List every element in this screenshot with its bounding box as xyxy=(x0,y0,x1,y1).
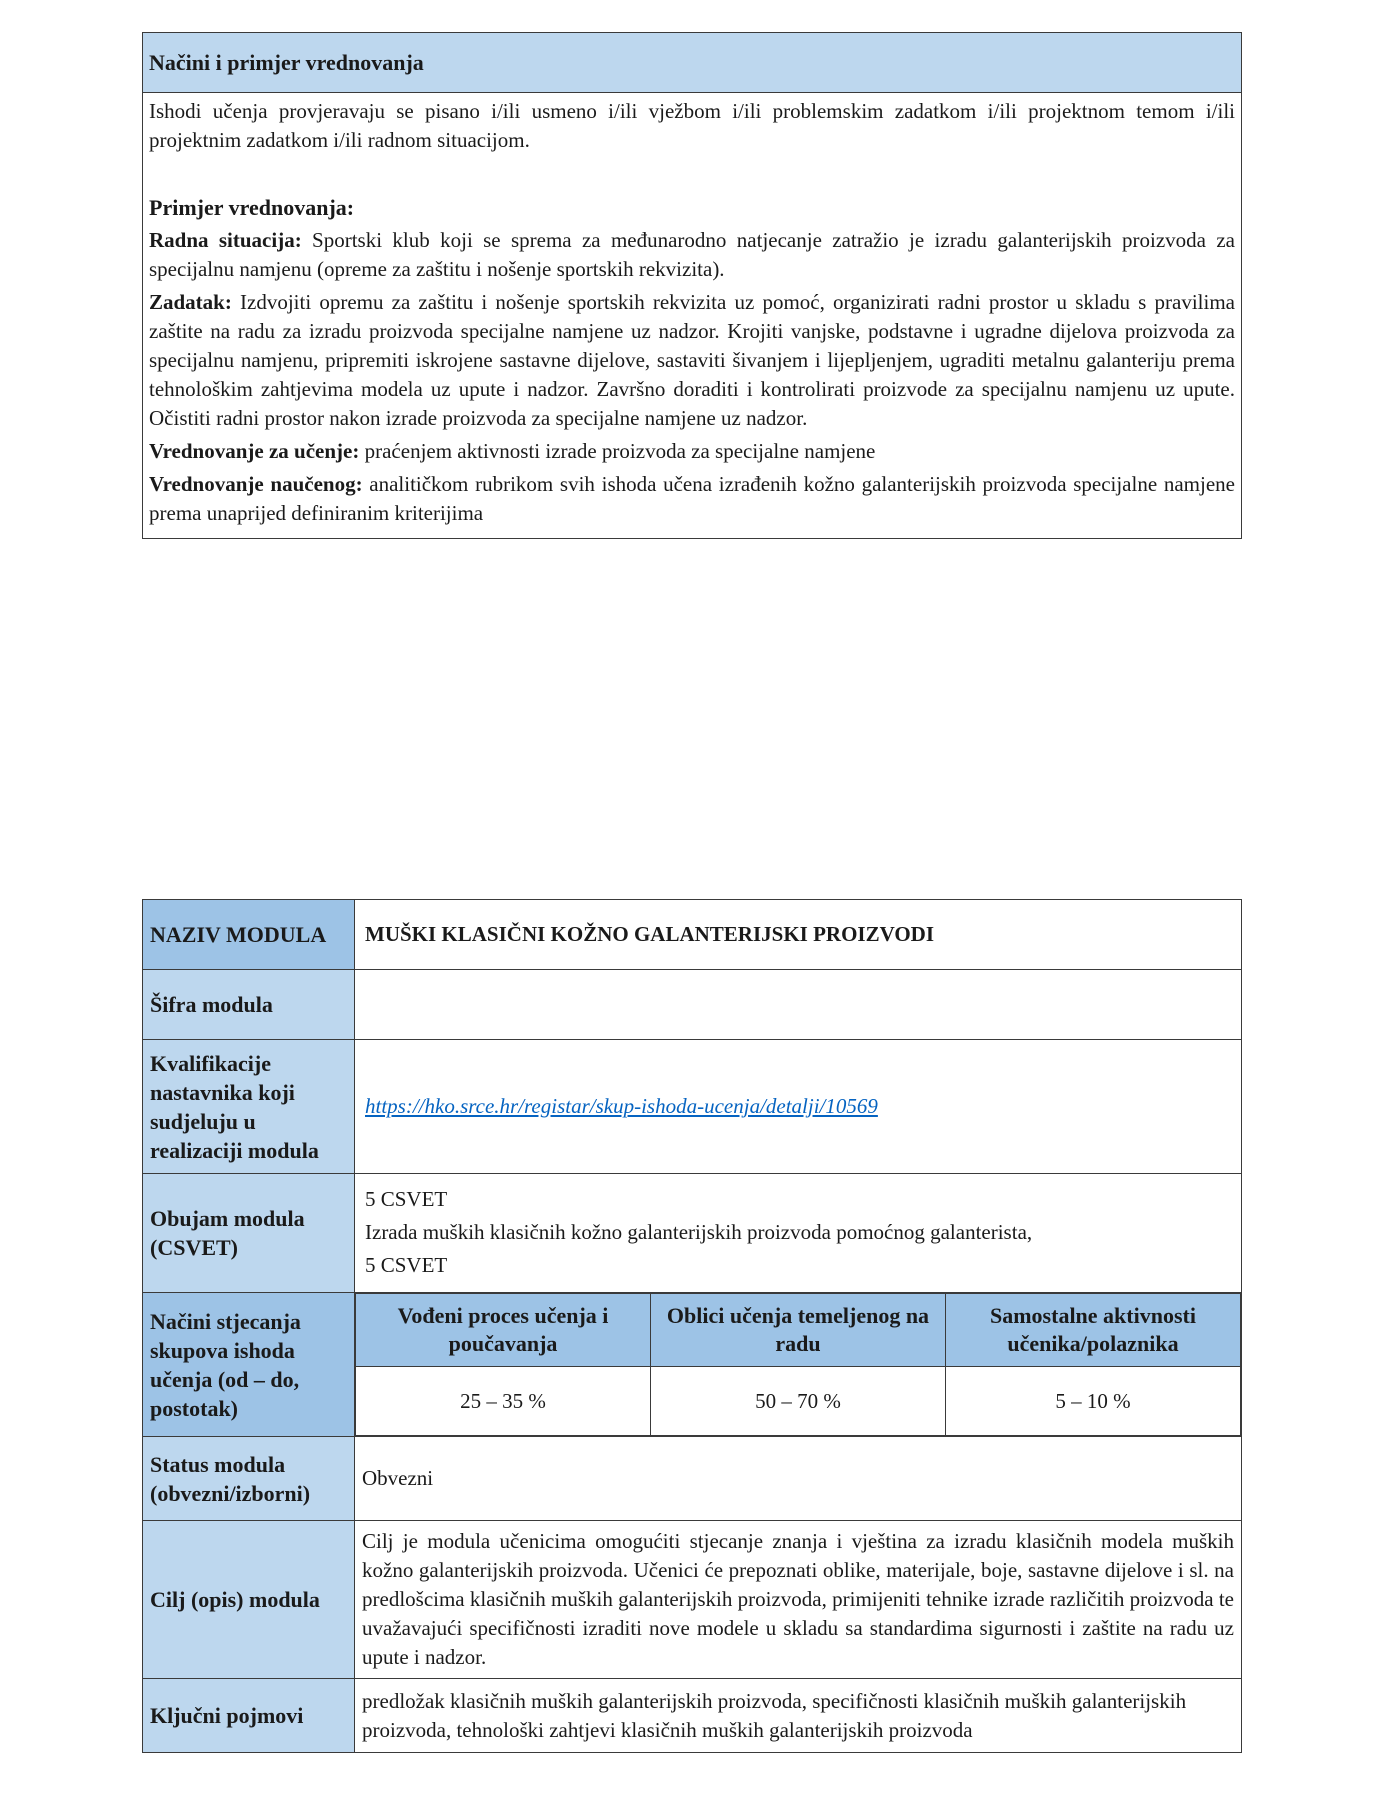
nacini-column-header: Oblici učenja temeljenog na radu xyxy=(651,1294,946,1367)
kljucni-pojmovi-value: predložak klasičnih muških galanterijskih proizvoda, specifičnosti klasičnih muških galanterijskih proizvoda, tehnološki zahtjevi klasičnih muških galanterijskih proizvoda xyxy=(355,1679,1242,1753)
evaluation-intro: Ishodi učenja provjeravaju se pisano i/ili usmeno i/ili vježbom i/ili problemskim zadatkom i/ili projektnom temom i/ili projektnim zadatkom i/ili radnom situacijom. xyxy=(149,99,1235,152)
nacini-column-header: Vođeni proces učenja i poučavanja xyxy=(356,1294,651,1367)
row-naziv-modula xyxy=(143,900,1242,970)
cilj-modula-label: Cilj (opis) modula xyxy=(143,1521,355,1679)
row-status-modula xyxy=(143,1437,1242,1521)
obujam-modula-label: Obujam modula (CSVET) xyxy=(143,1174,355,1293)
evaluation-body xyxy=(143,93,1242,539)
row-obujam-modula xyxy=(143,1174,1242,1293)
evaluation-header: Načini i primjer vrednovanja xyxy=(143,33,1242,93)
kljucni-pojmovi-label: Ključni pojmovi xyxy=(143,1679,355,1753)
evaluation-table xyxy=(142,32,1242,539)
row-kljucni-pojmovi xyxy=(143,1679,1242,1753)
vrednovanje-naucenog-paragraph xyxy=(149,470,1235,528)
naziv-modula-value: MUŠKI KLASIČNI KOŽNO GALANTERIJSKI PROIZVODI xyxy=(355,900,1242,970)
example-title: Primjer vrednovanja: xyxy=(149,195,355,220)
kvalifikacije-value xyxy=(355,1040,1242,1174)
nacini-stjecanja-grid xyxy=(355,1293,1242,1437)
zadatak-paragraph xyxy=(149,288,1235,433)
zadatak-label: Zadatak: xyxy=(149,290,232,314)
vrednovanje-za-ucenje-text: praćenjem aktivnosti izrade proizvoda za specijalne namjene xyxy=(359,439,876,463)
row-nacini-stjecanja xyxy=(143,1293,1242,1437)
vrednovanje-za-ucenje-label: Vrednovanje za učenje: xyxy=(149,439,360,463)
radna-situacija-paragraph xyxy=(149,226,1235,284)
radna-situacija-text: Sportski klub koji se sprema za međunarodno natjecanje zatražio je izradu galanterijskih proizvoda za specijalnu namjenu (opreme za zaštitu i nošenje sportskih rekvizita). xyxy=(149,228,1235,281)
sifra-modula-label: Šifra modula xyxy=(143,970,355,1040)
kvalifikacije-label: Kvalifikacije nastavnika koji sudjeluju u realizaciji modula xyxy=(143,1040,355,1174)
vrednovanje-za-ucenje-paragraph xyxy=(149,437,1235,466)
row-cilj-modula xyxy=(143,1521,1242,1679)
naziv-modula-label: NAZIV MODULA xyxy=(143,900,355,970)
nacini-column-value: 50 – 70 % xyxy=(651,1367,946,1436)
obujam-modula-value xyxy=(355,1174,1242,1293)
kvalifikacije-link[interactable]: https://hko.srce.hr/registar/skup-ishoda-ucenja/detalji/10569 xyxy=(365,1094,878,1118)
nacini-column-value: 5 – 10 % xyxy=(946,1367,1241,1436)
row-kvalifikacije xyxy=(143,1040,1242,1174)
nacini-column-value: 25 – 35 % xyxy=(356,1367,651,1436)
sifra-modula-value xyxy=(355,970,1242,1040)
cilj-modula-value: Cilj je modula učenicima omogućiti stjecanje znanja i vještina za izradu klasičnih modela muških kožno galanterijskih proizvoda. Učenici će prepoznati oblike, materijale, boje, sastavne dijelove i sl. na predlošcima klasičnih muških galanterijskih proizvoda, primijeniti tehnike izrade različitih proizvoda te uvažavajući specifičnosti izraditi nove modele u skladu sa standardima sigurnosti i zaštite na radu uz upute i nadzor. xyxy=(355,1521,1242,1679)
spacer xyxy=(149,155,1235,185)
nacini-column-header: Samostalne aktivnosti učenika/polaznika xyxy=(946,1294,1241,1367)
radna-situacija-label: Radna situacija: xyxy=(149,228,302,252)
row-sifra-modula xyxy=(143,970,1242,1040)
vrednovanje-naucenog-label: Vrednovanje naučenog: xyxy=(149,472,363,496)
module-table xyxy=(142,899,1242,1753)
status-modula-label: Status modula (obvezni/izborni) xyxy=(143,1437,355,1521)
nacini-stjecanja-label: Načini stjecanja skupova ishoda učenja (od – do, postotak) xyxy=(143,1293,355,1437)
zadatak-text: Izdvojiti opremu za zaštitu i nošenje sportskih rekvizita uz pomoć, organizirati radni prostor u skladu s pravilima zaštite na radu za izradu proizvoda specijalne namjene uz nadzor. Krojiti vanjske, podstavne i ugradne dijelova proizvoda za specijalnu namjenu, pripremiti iskrojene sastavne dijelove, sastaviti šivanjem i lijepljenjem, ugraditi metalnu galanteriju prema tehnološkim zahtjevima modela uz upute i nadzor. Završno doraditi i kontrolirati proizvode za specijalnu namjenu uz upute. Očistiti radni prostor nakon izrade proizvoda za specijalne namjene uz nadzor. xyxy=(149,290,1235,430)
obujam-line-2: Izrada muških klasičnih kožno galanterijskih proizvoda pomoćnog galanterista, 5 CSVET xyxy=(365,1219,1033,1277)
status-modula-value: Obvezni xyxy=(355,1437,1242,1521)
vrednovanje-naucenog-text: analitičkom rubrikom svih ishoda učena izrađenih kožno galanterijskih proizvoda specijalne namjene prema unaprijed definiranim kriterijima xyxy=(149,472,1235,525)
nacini-inner-table xyxy=(355,1293,1241,1436)
obujam-line-1: 5 CSVET xyxy=(365,1186,448,1211)
